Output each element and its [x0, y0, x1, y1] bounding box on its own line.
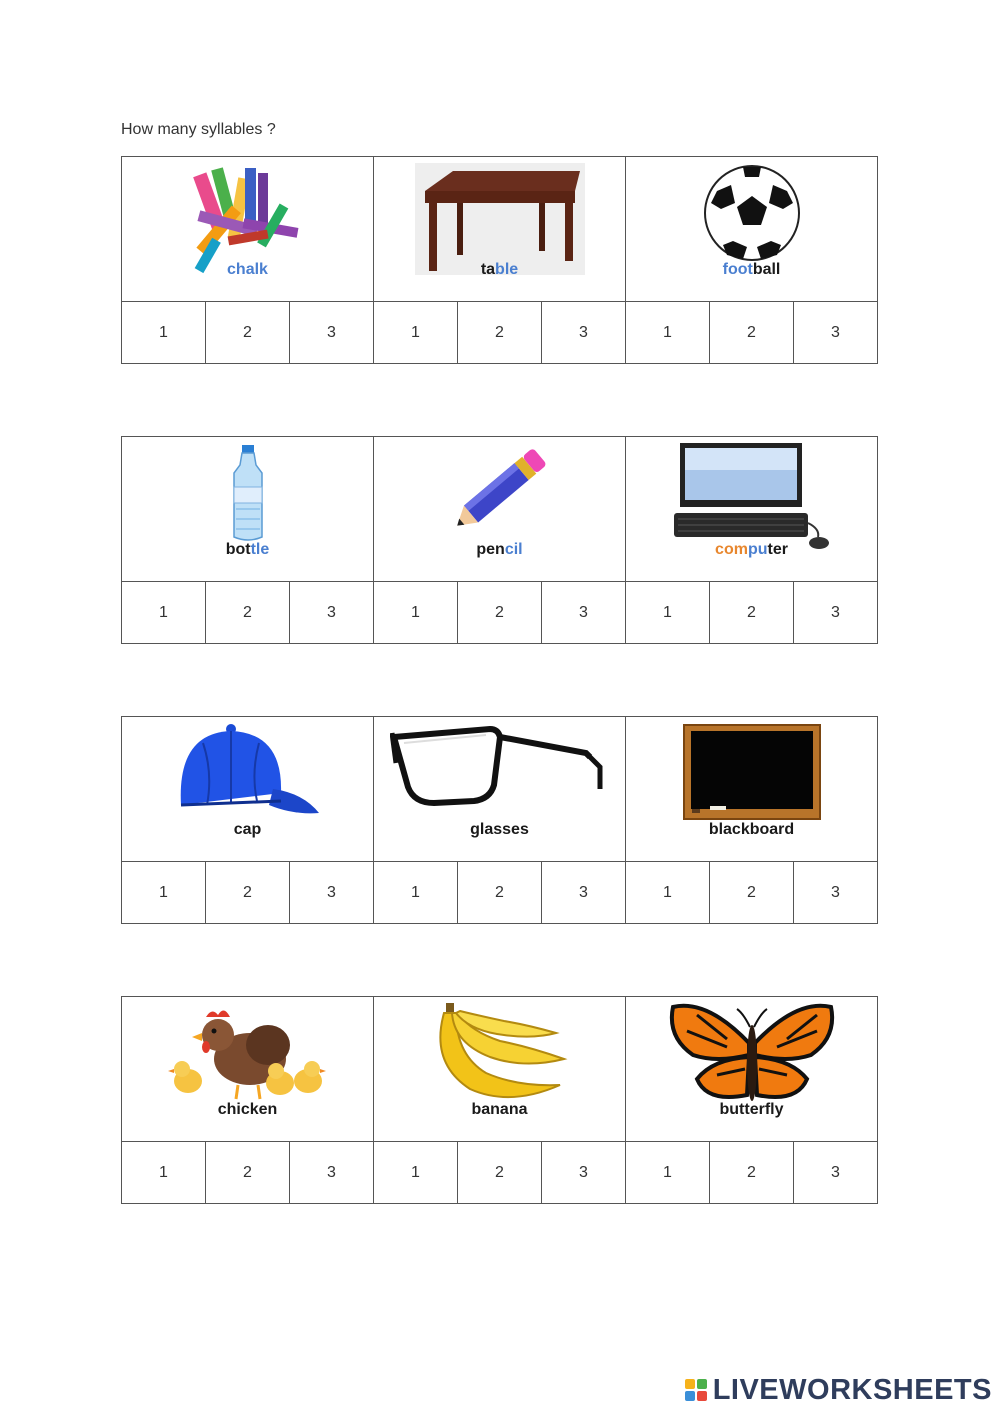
- bottle-icon: [228, 443, 268, 543]
- banana-icon: [430, 1003, 570, 1103]
- option-2-cell[interactable]: 2: [206, 302, 290, 364]
- option-3-cell[interactable]: 3: [794, 302, 878, 364]
- chicken-icon: [168, 1003, 328, 1107]
- football-icon: [697, 163, 807, 263]
- word-label: [626, 541, 877, 559]
- option-2-cell[interactable]: 2: [458, 1142, 542, 1204]
- word-syllable: com: [715, 541, 748, 558]
- option-1-cell[interactable]: 1: [626, 582, 710, 644]
- picture-cell: [626, 997, 878, 1142]
- option-1-cell[interactable]: 1: [374, 302, 458, 364]
- word-syllable: ter: [767, 541, 788, 558]
- option-1-cell[interactable]: 1: [374, 582, 458, 644]
- instruction-text: How many syllables ?: [121, 121, 276, 138]
- word-syllable: foot: [722, 261, 753, 278]
- cap-icon: [173, 723, 323, 823]
- word-syllable: blackboard: [708, 821, 795, 838]
- word-label: [122, 541, 373, 559]
- option-2-cell[interactable]: 2: [458, 302, 542, 364]
- option-2-cell[interactable]: 2: [206, 862, 290, 924]
- picture-cell: [626, 157, 878, 302]
- option-3-cell[interactable]: 3: [290, 862, 374, 924]
- picture-cell: [374, 997, 626, 1142]
- word-syllable: butterfly: [719, 1101, 784, 1118]
- computer-icon: [672, 443, 832, 553]
- glasses-icon: [390, 723, 610, 823]
- word-label: [374, 821, 625, 839]
- option-1-cell[interactable]: 1: [626, 1142, 710, 1204]
- word-syllable: chicken: [217, 1101, 278, 1118]
- word-syllable: cil: [504, 541, 523, 558]
- word-syllable: cap: [233, 821, 262, 838]
- picture-cell: [374, 437, 626, 582]
- word-syllable: pen: [476, 541, 505, 558]
- word-label: [626, 821, 877, 839]
- option-3-cell[interactable]: 3: [794, 1142, 878, 1204]
- picture-cell: [374, 157, 626, 302]
- option-2-cell[interactable]: 2: [206, 582, 290, 644]
- word-syllable: chalk: [227, 261, 268, 278]
- option-1-cell[interactable]: 1: [374, 862, 458, 924]
- word-label: [122, 1101, 373, 1119]
- word-syllable: glasses: [470, 821, 529, 838]
- option-3-cell[interactable]: 3: [290, 582, 374, 644]
- option-3-cell[interactable]: 3: [290, 302, 374, 364]
- word-syllable: pu: [747, 541, 768, 558]
- butterfly-icon: [667, 1003, 837, 1107]
- option-2-cell[interactable]: 2: [458, 862, 542, 924]
- picture-cell: [122, 717, 374, 862]
- word-syllable: ble: [495, 261, 519, 278]
- word-label: [626, 1101, 877, 1119]
- syllable-block-2: [121, 436, 878, 644]
- picture-cell: [122, 437, 374, 582]
- option-1-cell[interactable]: 1: [122, 302, 206, 364]
- liveworksheets-logo: [685, 1375, 992, 1405]
- table-icon: [415, 163, 585, 275]
- picture-cell: [122, 997, 374, 1142]
- option-1-cell[interactable]: 1: [122, 862, 206, 924]
- syllable-block-3: [121, 716, 878, 924]
- option-3-cell[interactable]: 3: [542, 302, 626, 364]
- word-syllable: ta: [480, 261, 496, 278]
- option-2-cell[interactable]: 2: [710, 862, 794, 924]
- word-label: [626, 261, 877, 279]
- word-label: [122, 261, 373, 279]
- picture-cell: [122, 157, 374, 302]
- picture-cell: [374, 717, 626, 862]
- option-1-cell[interactable]: 1: [122, 1142, 206, 1204]
- word-label: [374, 541, 625, 559]
- word-syllable: ball: [752, 261, 781, 278]
- logo-mark-icon: [685, 1379, 707, 1401]
- option-2-cell[interactable]: 2: [206, 1142, 290, 1204]
- option-3-cell[interactable]: 3: [794, 582, 878, 644]
- brand-name: LIVEWORKSHEETS: [712, 1373, 992, 1406]
- pencil-icon: [445, 443, 555, 539]
- option-2-cell[interactable]: 2: [710, 1142, 794, 1204]
- option-3-cell[interactable]: 3: [542, 1142, 626, 1204]
- option-2-cell[interactable]: 2: [458, 582, 542, 644]
- word-label: [122, 821, 373, 839]
- option-3-cell[interactable]: 3: [794, 862, 878, 924]
- option-1-cell[interactable]: 1: [122, 582, 206, 644]
- option-1-cell[interactable]: 1: [626, 302, 710, 364]
- word-syllable: bot: [225, 541, 251, 558]
- option-3-cell[interactable]: 3: [290, 1142, 374, 1204]
- word-label: [374, 261, 625, 279]
- option-3-cell[interactable]: 3: [542, 582, 626, 644]
- option-2-cell[interactable]: 2: [710, 302, 794, 364]
- picture-cell: [626, 437, 878, 582]
- syllable-block-4: [121, 996, 878, 1204]
- option-1-cell[interactable]: 1: [626, 862, 710, 924]
- word-label: [374, 1101, 625, 1119]
- word-syllable: banana: [471, 1101, 528, 1118]
- option-1-cell[interactable]: 1: [374, 1142, 458, 1204]
- picture-cell: [626, 717, 878, 862]
- option-2-cell[interactable]: 2: [710, 582, 794, 644]
- word-syllable: tle: [250, 541, 270, 558]
- blackboard-icon: [682, 723, 822, 821]
- syllable-block-1: [121, 156, 878, 364]
- option-3-cell[interactable]: 3: [542, 862, 626, 924]
